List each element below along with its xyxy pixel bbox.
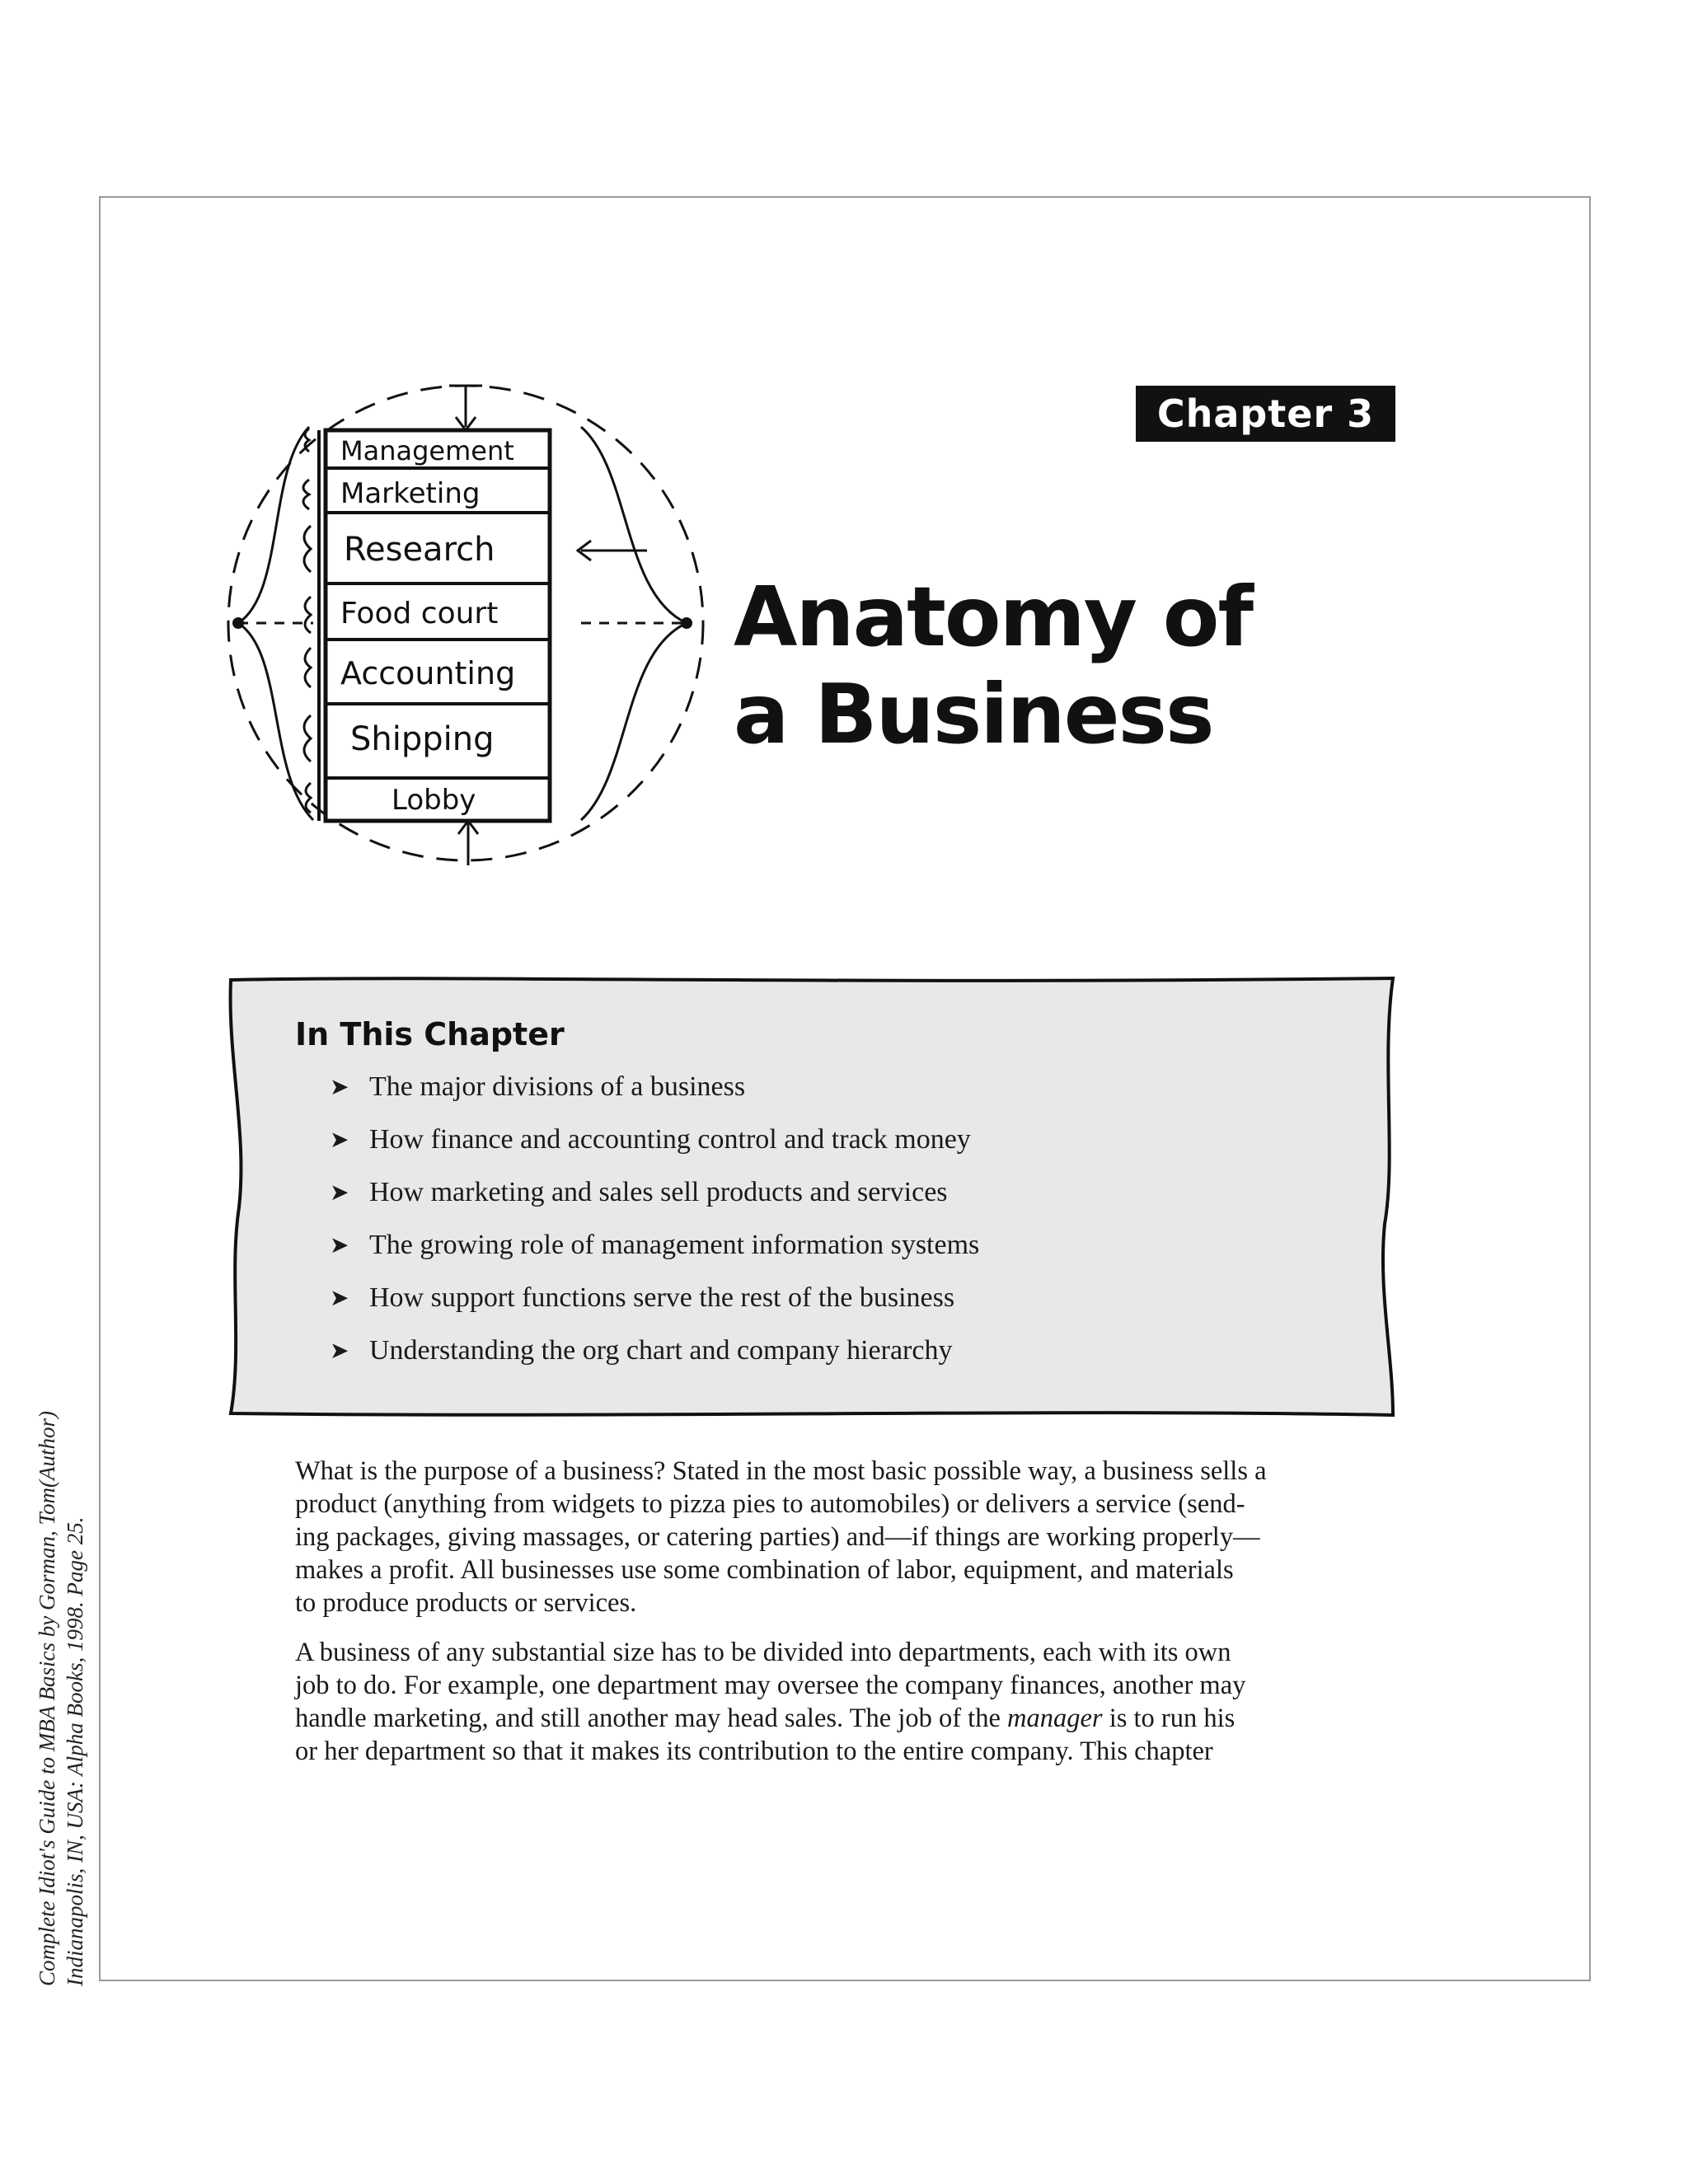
body-line: What is the purpose of a business? Stated in the most basic possible way, a business sells a bbox=[295, 1456, 1267, 1486]
arrow-bullet-icon: ➤ bbox=[330, 1126, 349, 1153]
floor-label-shipping: Shipping bbox=[350, 720, 495, 758]
body-line-text: is to run his bbox=[1102, 1704, 1236, 1733]
floor-label-management: Management bbox=[340, 435, 514, 466]
list-item-text: How support functions serve the rest of the business bbox=[369, 1282, 955, 1313]
list-item-text: The major divisions of a business bbox=[369, 1071, 746, 1102]
list-item bbox=[330, 1176, 1363, 1229]
brace-1 bbox=[305, 429, 309, 452]
body-line: A business of any substantial size has to be divided into departments, each with its own bbox=[295, 1638, 1231, 1667]
body-line: or her department so that it makes its contribution to the entire company. This chapter bbox=[295, 1736, 1213, 1766]
floor-label-lobby: Lobby bbox=[392, 784, 476, 817]
floor-label-accounting: Accounting bbox=[340, 655, 516, 691]
in-this-chapter-box bbox=[227, 977, 1396, 1418]
list-item bbox=[330, 1282, 1363, 1334]
brace-4 bbox=[305, 597, 311, 633]
chapter-title-line-1: Anatomy of bbox=[734, 569, 1252, 665]
brace-7 bbox=[306, 783, 311, 813]
emphasis-manager: manager bbox=[1007, 1704, 1103, 1733]
side-credit-line-1: Complete Idiot's Guide to MBA Basics by Gorman, Tom(Author) bbox=[35, 1411, 59, 1986]
body-paragraph-2 bbox=[295, 1636, 1404, 1768]
list-item-text: The growing role of management information systems bbox=[369, 1230, 980, 1260]
body-line-with-emphasis bbox=[295, 1702, 1404, 1735]
arrow-bullet-icon: ➤ bbox=[330, 1073, 349, 1100]
list-item bbox=[330, 1071, 1363, 1123]
floor-label-research: Research bbox=[344, 531, 495, 569]
building-illustration bbox=[218, 371, 713, 882]
body-line-text: handle marketing, and still another may head sales. The job of the bbox=[295, 1704, 1001, 1733]
list-item bbox=[330, 1334, 1363, 1387]
chapter-title bbox=[734, 569, 1475, 763]
side-credit-line-2: Indianapolis, IN, USA: Alpha Books, 1998. Page 25. bbox=[63, 1516, 87, 1986]
body-line: product (anything from widgets to pizza pies to automobiles) or delivers a service (send- bbox=[295, 1489, 1245, 1519]
body-line: makes a profit. All businesses use some combination of labor, equipment, and materials bbox=[295, 1555, 1234, 1585]
body-line: job to do. For example, one department may oversee the company finances, another may bbox=[295, 1671, 1246, 1700]
list-item-text: How finance and accounting control and track money bbox=[369, 1124, 971, 1155]
right-brace-curve bbox=[581, 427, 687, 820]
brace-3 bbox=[304, 526, 311, 572]
brace-2 bbox=[303, 480, 309, 509]
brace-6 bbox=[304, 715, 311, 762]
arrow-bullet-icon: ➤ bbox=[330, 1231, 349, 1258]
body-line: ing packages, giving massages, or catering parties) and—if things are working properly— bbox=[295, 1522, 1260, 1552]
side-credit bbox=[33, 1162, 89, 1986]
body-text bbox=[295, 1455, 1404, 1784]
building-sketch bbox=[218, 371, 713, 882]
in-box-list bbox=[295, 1071, 1363, 1387]
arrow-bullet-icon: ➤ bbox=[330, 1179, 349, 1206]
chapter-title-line-2: a Business bbox=[734, 666, 1213, 762]
arrow-bullet-icon: ➤ bbox=[330, 1337, 349, 1364]
floor-label-marketing: Marketing bbox=[340, 477, 481, 510]
list-item bbox=[330, 1123, 1363, 1176]
list-item bbox=[330, 1229, 1363, 1282]
brace-5 bbox=[305, 648, 311, 687]
arrow-bullet-icon: ➤ bbox=[330, 1284, 349, 1311]
in-box-heading: In This Chapter bbox=[295, 1016, 565, 1052]
body-line: to produce products or services. bbox=[295, 1588, 637, 1618]
in-box-content bbox=[295, 1016, 1363, 1387]
floor-label-food-court: Food court bbox=[340, 597, 499, 630]
list-item-text: How marketing and sales sell products and services bbox=[369, 1177, 948, 1207]
list-item-text: Understanding the org chart and company hierarchy bbox=[369, 1335, 953, 1366]
body-paragraph-1 bbox=[295, 1455, 1404, 1619]
chapter-badge: Chapter 3 bbox=[1136, 386, 1395, 442]
